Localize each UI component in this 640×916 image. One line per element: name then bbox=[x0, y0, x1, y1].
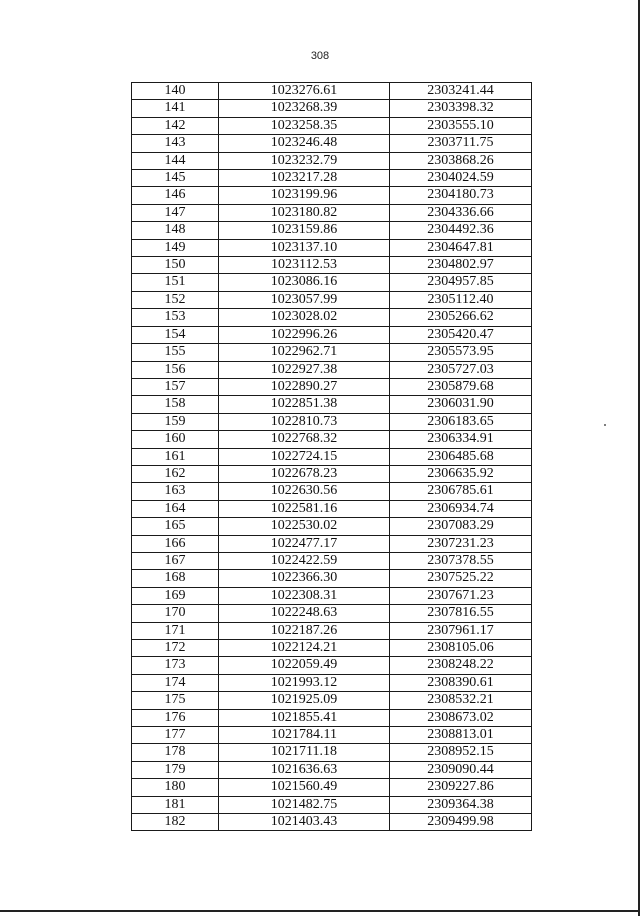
table-row bbox=[132, 796, 532, 813]
x-coordinate-cell: 1022187.26 bbox=[219, 622, 390, 639]
y-coordinate-cell: 2306635.92 bbox=[390, 465, 532, 482]
table-row bbox=[132, 361, 532, 378]
table-row bbox=[132, 674, 532, 691]
y-coordinate-cell: 2307525.22 bbox=[390, 570, 532, 587]
table-row bbox=[132, 413, 532, 430]
table-row bbox=[132, 431, 532, 448]
x-coordinate-cell: 1022962.71 bbox=[219, 344, 390, 361]
x-coordinate-cell: 1023268.39 bbox=[219, 100, 390, 117]
x-coordinate-cell: 1022422.59 bbox=[219, 552, 390, 569]
table-row bbox=[132, 692, 532, 709]
table-row bbox=[132, 291, 532, 308]
x-coordinate-cell: 1023232.79 bbox=[219, 152, 390, 169]
page-number: 308 bbox=[310, 50, 330, 62]
point-number-cell: 147 bbox=[132, 204, 219, 221]
x-coordinate-cell: 1023180.82 bbox=[219, 204, 390, 221]
y-coordinate-cell: 2308105.06 bbox=[390, 640, 532, 657]
x-coordinate-cell: 1022308.31 bbox=[219, 587, 390, 604]
x-coordinate-cell: 1022059.49 bbox=[219, 657, 390, 674]
point-number-cell: 146 bbox=[132, 187, 219, 204]
point-number-cell: 153 bbox=[132, 309, 219, 326]
point-number-cell: 180 bbox=[132, 779, 219, 796]
point-number-cell: 142 bbox=[132, 117, 219, 134]
x-coordinate-cell: 1022851.38 bbox=[219, 396, 390, 413]
point-number-cell: 150 bbox=[132, 257, 219, 274]
x-coordinate-cell: 1022724.15 bbox=[219, 448, 390, 465]
y-coordinate-cell: 2306031.90 bbox=[390, 396, 532, 413]
table-row bbox=[132, 570, 532, 587]
table-row bbox=[132, 204, 532, 221]
y-coordinate-cell: 2307816.55 bbox=[390, 605, 532, 622]
x-coordinate-cell: 1021993.12 bbox=[219, 674, 390, 691]
table-row bbox=[132, 152, 532, 169]
table-row bbox=[132, 257, 532, 274]
table-row bbox=[132, 326, 532, 343]
table-row bbox=[132, 100, 532, 117]
y-coordinate-cell: 2309499.98 bbox=[390, 814, 532, 831]
x-coordinate-cell: 1023112.53 bbox=[219, 257, 390, 274]
y-coordinate-cell: 2305420.47 bbox=[390, 326, 532, 343]
x-coordinate-cell: 1021855.41 bbox=[219, 709, 390, 726]
x-coordinate-cell: 1022366.30 bbox=[219, 570, 390, 587]
point-number-cell: 178 bbox=[132, 744, 219, 761]
scan-speck bbox=[604, 424, 606, 426]
y-coordinate-cell: 2309227.86 bbox=[390, 779, 532, 796]
y-coordinate-cell: 2303868.26 bbox=[390, 152, 532, 169]
table-row bbox=[132, 500, 532, 517]
point-number-cell: 174 bbox=[132, 674, 219, 691]
x-coordinate-cell: 1022927.38 bbox=[219, 361, 390, 378]
page-edge-bottom bbox=[0, 910, 640, 912]
x-coordinate-cell: 1021636.63 bbox=[219, 761, 390, 778]
x-coordinate-cell: 1023258.35 bbox=[219, 117, 390, 134]
y-coordinate-cell: 2304957.85 bbox=[390, 274, 532, 291]
table-row bbox=[132, 535, 532, 552]
point-number-cell: 179 bbox=[132, 761, 219, 778]
y-coordinate-cell: 2303241.44 bbox=[390, 83, 532, 100]
table-row bbox=[132, 761, 532, 778]
point-number-cell: 156 bbox=[132, 361, 219, 378]
y-coordinate-cell: 2304492.36 bbox=[390, 222, 532, 239]
point-number-cell: 151 bbox=[132, 274, 219, 291]
x-coordinate-cell: 1022768.32 bbox=[219, 431, 390, 448]
x-coordinate-cell: 1022630.56 bbox=[219, 483, 390, 500]
x-coordinate-cell: 1022890.27 bbox=[219, 378, 390, 395]
x-coordinate-cell: 1021403.43 bbox=[219, 814, 390, 831]
y-coordinate-cell: 2309364.38 bbox=[390, 796, 532, 813]
y-coordinate-cell: 2306785.61 bbox=[390, 483, 532, 500]
point-number-cell: 173 bbox=[132, 657, 219, 674]
x-coordinate-cell: 1022581.16 bbox=[219, 500, 390, 517]
x-coordinate-cell: 1023028.02 bbox=[219, 309, 390, 326]
table-row bbox=[132, 448, 532, 465]
table-row bbox=[132, 239, 532, 256]
coordinate-table-body bbox=[132, 83, 532, 831]
point-number-cell: 181 bbox=[132, 796, 219, 813]
point-number-cell: 165 bbox=[132, 518, 219, 535]
y-coordinate-cell: 2303555.10 bbox=[390, 117, 532, 134]
point-number-cell: 166 bbox=[132, 535, 219, 552]
point-number-cell: 152 bbox=[132, 291, 219, 308]
point-number-cell: 170 bbox=[132, 605, 219, 622]
table-row bbox=[132, 135, 532, 152]
y-coordinate-cell: 2305879.68 bbox=[390, 378, 532, 395]
point-number-cell: 171 bbox=[132, 622, 219, 639]
point-number-cell: 167 bbox=[132, 552, 219, 569]
x-coordinate-cell: 1023246.48 bbox=[219, 135, 390, 152]
y-coordinate-cell: 2306183.65 bbox=[390, 413, 532, 430]
y-coordinate-cell: 2308390.61 bbox=[390, 674, 532, 691]
x-coordinate-cell: 1023159.86 bbox=[219, 222, 390, 239]
table-row bbox=[132, 378, 532, 395]
point-number-cell: 141 bbox=[132, 100, 219, 117]
table-row bbox=[132, 587, 532, 604]
point-number-cell: 155 bbox=[132, 344, 219, 361]
x-coordinate-cell: 1023217.28 bbox=[219, 170, 390, 187]
y-coordinate-cell: 2308952.15 bbox=[390, 744, 532, 761]
x-coordinate-cell: 1021560.49 bbox=[219, 779, 390, 796]
x-coordinate-cell: 1021925.09 bbox=[219, 692, 390, 709]
table-row bbox=[132, 779, 532, 796]
point-number-cell: 158 bbox=[132, 396, 219, 413]
y-coordinate-cell: 2307378.55 bbox=[390, 552, 532, 569]
y-coordinate-cell: 2307083.29 bbox=[390, 518, 532, 535]
y-coordinate-cell: 2306485.68 bbox=[390, 448, 532, 465]
point-number-cell: 182 bbox=[132, 814, 219, 831]
table-row bbox=[132, 222, 532, 239]
y-coordinate-cell: 2305727.03 bbox=[390, 361, 532, 378]
table-row bbox=[132, 465, 532, 482]
point-number-cell: 149 bbox=[132, 239, 219, 256]
y-coordinate-cell: 2304802.97 bbox=[390, 257, 532, 274]
table-row bbox=[132, 83, 532, 100]
x-coordinate-cell: 1023137.10 bbox=[219, 239, 390, 256]
table-row bbox=[132, 552, 532, 569]
y-coordinate-cell: 2308532.21 bbox=[390, 692, 532, 709]
point-number-cell: 159 bbox=[132, 413, 219, 430]
coordinate-table bbox=[131, 82, 532, 831]
table-row bbox=[132, 518, 532, 535]
x-coordinate-cell: 1022678.23 bbox=[219, 465, 390, 482]
point-number-cell: 148 bbox=[132, 222, 219, 239]
y-coordinate-cell: 2304024.59 bbox=[390, 170, 532, 187]
y-coordinate-cell: 2309090.44 bbox=[390, 761, 532, 778]
table-row bbox=[132, 709, 532, 726]
y-coordinate-cell: 2307961.17 bbox=[390, 622, 532, 639]
x-coordinate-cell: 1022477.17 bbox=[219, 535, 390, 552]
y-coordinate-cell: 2304647.81 bbox=[390, 239, 532, 256]
y-coordinate-cell: 2307671.23 bbox=[390, 587, 532, 604]
y-coordinate-cell: 2303398.32 bbox=[390, 100, 532, 117]
x-coordinate-cell: 1022996.26 bbox=[219, 326, 390, 343]
y-coordinate-cell: 2304180.73 bbox=[390, 187, 532, 204]
table-row bbox=[132, 814, 532, 831]
point-number-cell: 157 bbox=[132, 378, 219, 395]
point-number-cell: 164 bbox=[132, 500, 219, 517]
table-row bbox=[132, 396, 532, 413]
point-number-cell: 154 bbox=[132, 326, 219, 343]
point-number-cell: 140 bbox=[132, 83, 219, 100]
point-number-cell: 176 bbox=[132, 709, 219, 726]
y-coordinate-cell: 2305112.40 bbox=[390, 291, 532, 308]
point-number-cell: 168 bbox=[132, 570, 219, 587]
point-number-cell: 143 bbox=[132, 135, 219, 152]
point-number-cell: 172 bbox=[132, 640, 219, 657]
y-coordinate-cell: 2303711.75 bbox=[390, 135, 532, 152]
y-coordinate-cell: 2306334.91 bbox=[390, 431, 532, 448]
table-row bbox=[132, 657, 532, 674]
y-coordinate-cell: 2306934.74 bbox=[390, 500, 532, 517]
point-number-cell: 175 bbox=[132, 692, 219, 709]
y-coordinate-cell: 2308673.02 bbox=[390, 709, 532, 726]
x-coordinate-cell: 1022530.02 bbox=[219, 518, 390, 535]
x-coordinate-cell: 1023276.61 bbox=[219, 83, 390, 100]
y-coordinate-cell: 2305573.95 bbox=[390, 344, 532, 361]
y-coordinate-cell: 2308248.22 bbox=[390, 657, 532, 674]
point-number-cell: 177 bbox=[132, 727, 219, 744]
y-coordinate-cell: 2307231.23 bbox=[390, 535, 532, 552]
table-row bbox=[132, 483, 532, 500]
point-number-cell: 163 bbox=[132, 483, 219, 500]
table-row bbox=[132, 274, 532, 291]
y-coordinate-cell: 2304336.66 bbox=[390, 204, 532, 221]
coordinate-table-container bbox=[131, 82, 531, 831]
x-coordinate-cell: 1023199.96 bbox=[219, 187, 390, 204]
point-number-cell: 161 bbox=[132, 448, 219, 465]
point-number-cell: 145 bbox=[132, 170, 219, 187]
x-coordinate-cell: 1022248.63 bbox=[219, 605, 390, 622]
x-coordinate-cell: 1022124.21 bbox=[219, 640, 390, 657]
table-row bbox=[132, 622, 532, 639]
point-number-cell: 160 bbox=[132, 431, 219, 448]
table-row bbox=[132, 727, 532, 744]
x-coordinate-cell: 1021482.75 bbox=[219, 796, 390, 813]
table-row bbox=[132, 170, 532, 187]
table-row bbox=[132, 605, 532, 622]
table-row bbox=[132, 744, 532, 761]
y-coordinate-cell: 2308813.01 bbox=[390, 727, 532, 744]
x-coordinate-cell: 1021784.11 bbox=[219, 727, 390, 744]
table-row bbox=[132, 344, 532, 361]
y-coordinate-cell: 2305266.62 bbox=[390, 309, 532, 326]
x-coordinate-cell: 1023057.99 bbox=[219, 291, 390, 308]
table-row bbox=[132, 117, 532, 134]
x-coordinate-cell: 1022810.73 bbox=[219, 413, 390, 430]
table-row bbox=[132, 640, 532, 657]
x-coordinate-cell: 1023086.16 bbox=[219, 274, 390, 291]
table-row bbox=[132, 309, 532, 326]
table-row bbox=[132, 187, 532, 204]
point-number-cell: 162 bbox=[132, 465, 219, 482]
point-number-cell: 169 bbox=[132, 587, 219, 604]
x-coordinate-cell: 1021711.18 bbox=[219, 744, 390, 761]
point-number-cell: 144 bbox=[132, 152, 219, 169]
